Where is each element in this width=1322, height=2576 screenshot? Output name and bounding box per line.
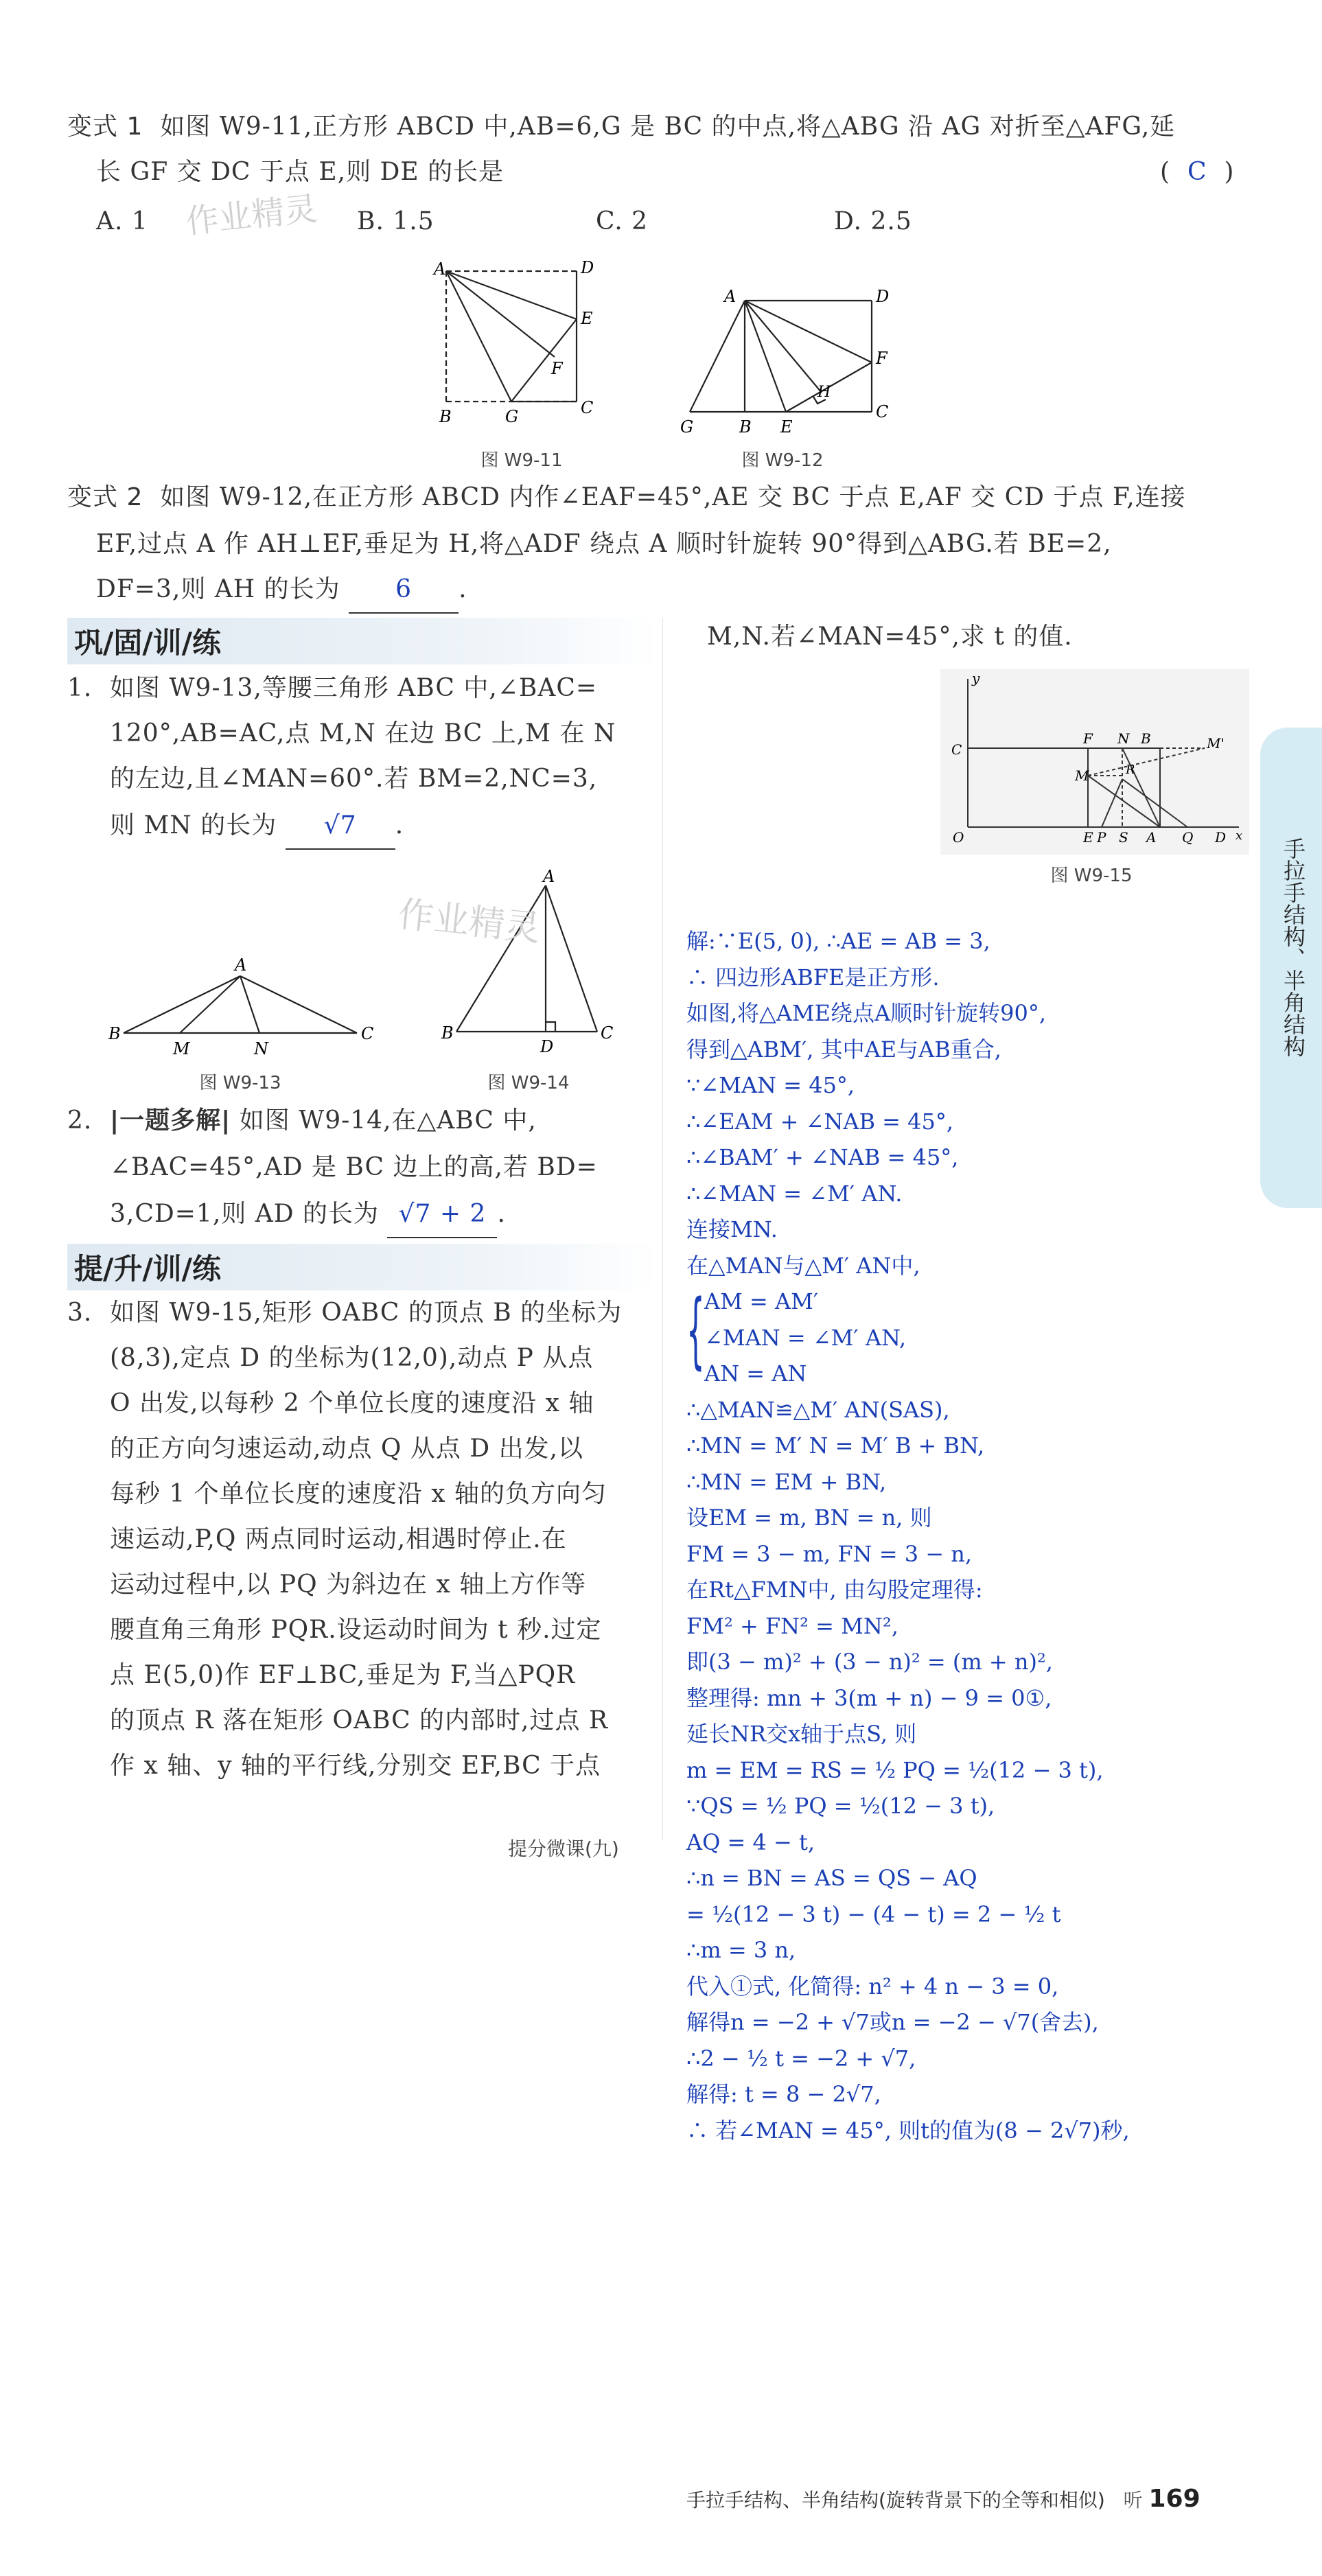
watermark-top: 作业精灵: [184, 189, 319, 242]
fig14-caption: 图 W9-14: [487, 1073, 570, 1093]
q1-line1: 如图 W9-13,等腰三角形 ABC 中,∠BAC=: [110, 674, 598, 702]
solution-line: AM = AM′: [704, 1288, 819, 1314]
fig13-label-m: M: [173, 1039, 190, 1057]
fig15-label-m-prime: M': [1207, 735, 1225, 752]
fig15-label-y: y: [972, 670, 980, 686]
q3-line: 点 E(5,0)作 EF⊥BC,垂足为 F,当△PQR: [110, 1661, 576, 1689]
solution-line: ∴∠BAM′ + ∠NAB = 45°,: [686, 1144, 959, 1170]
solution-line: 设EM = m, BN = n, 则: [686, 1505, 932, 1531]
fig12-label-e: E: [780, 417, 793, 437]
page-number: 169: [1148, 2485, 1201, 2513]
page-footer: [686, 2485, 1284, 2513]
q3-line: 作 x 轴、y 轴的平行线,分别交 EF,BC 于点: [110, 1752, 601, 1780]
solution-line: m = EM = RS = ½ PQ = ½(12 − 3 t),: [686, 1756, 1104, 1783]
fig11-label-e: E: [581, 309, 593, 328]
q3-number: 3.: [67, 1299, 93, 1327]
fig15-label-e: E: [1083, 829, 1093, 846]
q3-line: (8,3),定点 D 的坐标为(12,0),动点 P 从点: [110, 1344, 594, 1372]
q1-line3: 的左边,且∠MAN=60°.若 BM=2,NC=3,: [110, 765, 598, 793]
q3-line: 每秒 1 个单位长度的速度沿 x 轴的负方向匀: [110, 1480, 607, 1508]
solution-line: 连接MN.: [686, 1216, 778, 1242]
q3-line: 速运动,P,Q 两点同时运动,相遇时停止.在: [110, 1525, 567, 1553]
fig15-label-f: F: [1083, 730, 1093, 747]
fig15-label-x: x: [1236, 828, 1243, 843]
solution-system: [686, 1284, 1222, 1392]
fig11-label-f: F: [551, 359, 563, 378]
q1-number: 1.: [67, 674, 93, 702]
fig12-label-g: G: [680, 417, 694, 437]
fig11-label-c: C: [581, 398, 594, 417]
option-a: A. 1: [96, 207, 148, 235]
variant1-answer-box: ( C ): [1160, 158, 1235, 186]
solution-line: ∠MAN = ∠M′ AN,: [704, 1324, 907, 1351]
solution-line: ∴2 − ½ t = −2 + √7,: [686, 2045, 916, 2072]
watermark-mid: 作业精灵: [395, 894, 543, 950]
solution-line: ∵QS = ½ PQ = ½(12 − 3 t),: [686, 1793, 995, 1819]
solution-line: 即(3 − m)² + (3 − n)² = (m + n)²,: [686, 1649, 1053, 1675]
figure-w9-11: [426, 254, 618, 439]
fig12-caption: 图 W9-12: [741, 450, 824, 471]
fig13-label-c: C: [361, 1024, 374, 1043]
solution-line: ∴ 四边形ABFE是正方形.: [686, 964, 940, 990]
brace-icon: {: [686, 1283, 705, 1378]
q2-line1: |一题多解| 如图 W9-14,在△ABC 中,: [110, 1106, 537, 1135]
figure-w9-15: [940, 669, 1249, 855]
variant2-line2: EF,过点 A 作 AH⊥EF,垂足为 H,将△ADF 绕点 A 顺时针旋转 90°得到△ABG.若 BE=2,: [96, 530, 1112, 558]
fig11-label-a: A: [434, 259, 446, 279]
variant1-answer: C: [1187, 158, 1207, 186]
solution-line: 解得n = −2 + √7或n = −2 − √7(舍去),: [686, 2009, 1099, 2035]
option-d: D. 2.5: [834, 207, 912, 235]
q2-line3: 3,CD=1,则 AD 的长为 √7 + 2 .: [110, 1192, 652, 1238]
solution-line: ∴∠EAM + ∠NAB = 45°,: [686, 1108, 954, 1135]
solution-line: AQ = 4 − t,: [686, 1829, 815, 1855]
variant2-line1: 变式 2 如图 W9-12,在正方形 ABCD 内作∠EAF=45°,AE 交 BC 于点 E,AF 交 CD 于点 F,连接: [67, 483, 1186, 511]
solution-line: AN = AN: [704, 1360, 807, 1386]
fig15-label-c: C: [951, 741, 962, 758]
q3-continuation: M,N.若∠MAN=45°,求 t 的值.: [707, 623, 1073, 651]
fig14-label-d: D: [540, 1037, 554, 1056]
fig12-label-a: A: [724, 287, 737, 306]
solution-block: [686, 923, 1222, 2148]
fig15-caption: 图 W9-15: [1050, 866, 1133, 886]
solution-line: ∴n = BN = AS = QS − AQ: [686, 1865, 977, 1891]
fig15-label-m: M: [1075, 767, 1089, 784]
column-divider: [662, 618, 663, 1840]
fig15-label-d: D: [1215, 829, 1227, 846]
solution-line: ∴MN = EM + BN,: [686, 1468, 887, 1495]
fig15-label-p: P: [1097, 829, 1106, 846]
fig14-label-c: C: [601, 1023, 614, 1043]
solution-line: 代入①式, 化简得: n² + 4 n − 3 = 0,: [686, 1973, 1059, 1999]
q3-line: 的顶点 R 落在矩形 OABC 的内部时,过点 R: [110, 1706, 609, 1734]
fig11-label-b: B: [439, 407, 452, 426]
fig11-caption: 图 W9-11: [480, 450, 563, 471]
fig12-label-d: D: [876, 287, 890, 306]
fig15-label-b: B: [1141, 730, 1151, 747]
q1-line4: 则 MN 的长为 √7 .: [110, 803, 652, 850]
fig15-label-q: Q: [1182, 829, 1194, 846]
q3-line: O 出发,以每秒 2 个单位长度的速度沿 x 轴: [110, 1389, 594, 1417]
variant2-label: 变式 2: [67, 483, 143, 511]
q1-line2: 120°,AB=AC,点 M,N 在边 BC 上,M 在 N: [110, 719, 616, 747]
q3-line: 如图 W9-15,矩形 OABC 的顶点 B 的坐标为: [110, 1299, 623, 1327]
solution-line: ∴m = 3 n,: [686, 1937, 796, 1963]
section-improvement-header: 提/升/训/练: [67, 1244, 658, 1290]
solution-line: = ½(12 − 3 t) − (4 − t) = 2 − ½ t: [686, 1901, 1061, 1927]
fig13-label-n: N: [254, 1039, 268, 1057]
fig12-label-h: H: [817, 384, 831, 401]
fig13-label-b: B: [108, 1024, 121, 1043]
fig15-label-r: R: [1126, 763, 1135, 777]
fig15-label-s: S: [1119, 829, 1128, 846]
variant1-label: 变式 1: [67, 113, 143, 141]
q2-line2: ∠BAC=45°,AD 是 BC 边上的高,若 BD=: [110, 1153, 598, 1181]
solution-line: 解得: t = 8 − 2√7,: [686, 2081, 881, 2107]
fig15-label-o: O: [953, 829, 964, 846]
solution-line: ∵∠MAN = 45°,: [686, 1072, 855, 1098]
solution-line: 在Rt△FMN中, 由勾股定理得:: [686, 1577, 983, 1603]
option-c: C. 2: [596, 207, 649, 235]
fig12-label-f: F: [876, 349, 888, 368]
solution-line: FM² + FN² = MN²,: [686, 1612, 898, 1639]
side-tab-label: 手拉手结构、半角结构: [1280, 837, 1306, 1057]
solution-line: 得到△ABM′, 其中AE与AB重合,: [686, 1036, 1001, 1063]
footer-title: 手拉手结构、半角结构(旋转背景下的全等和相似): [686, 2489, 1105, 2511]
solution-line: ∴ 若∠MAN = 45°, 则t的值为(8 − 2√7)秒,: [686, 2117, 1130, 2144]
figure-w9-12: [676, 275, 903, 439]
fig11-label-d: D: [581, 258, 594, 277]
fig14-label-b: B: [441, 1023, 454, 1043]
q3-body: [110, 1290, 659, 1789]
fig12-label-b: B: [739, 417, 752, 437]
solution-line: ∴MN = M′ N = M′ B + BN,: [686, 1432, 985, 1459]
solution-line: 延长NR交x轴于点S, 则: [686, 1721, 917, 1747]
figure-w9-13: [103, 947, 378, 1057]
q3-line: 的正方向匀速运动,动点 Q 从点 D 出发,以: [110, 1435, 584, 1463]
variant1-text1: 如图 W9-11,正方形 ABCD 中,AB=6,G 是 BC 的中点,将△ABG 沿 AG 对折至△AFG,延: [160, 113, 1176, 141]
solution-line: ∴△MAN≌△M′ AN(SAS),: [686, 1396, 950, 1423]
variant2-line3: DF=3,则 AH 的长为 6 .: [96, 567, 782, 614]
q3-line: 腰直角三角形 PQR.设运动时间为 t 秒.过定: [110, 1616, 602, 1644]
fig12-label-c: C: [876, 402, 889, 421]
fig15-label-n: N: [1117, 730, 1130, 747]
fig14-label-a: A: [543, 868, 555, 886]
solution-line: FM = 3 − m, FN = 3 − n,: [686, 1540, 972, 1567]
q2-number: 2.: [67, 1106, 93, 1135]
q2-answer: √7 + 2: [387, 1192, 497, 1238]
fig15-label-a: A: [1146, 829, 1157, 846]
section-consolidation-header: 巩/固/训/练: [67, 618, 658, 664]
footer-listen: 听: [1123, 2489, 1143, 2511]
variant1-line1: [67, 104, 1275, 150]
solution-line: 解:∵E(5, 0), ∴AE = AB = 3,: [686, 928, 990, 954]
q2-tag: |一题多解|: [110, 1106, 231, 1135]
fig11-label-g: G: [505, 407, 519, 426]
solution-line: 整理得: mn + 3(m + n) − 9 = 0①,: [686, 1684, 1052, 1711]
solution-line: ∴∠MAN = ∠M′ AN.: [686, 1180, 903, 1207]
variant2-answer: 6: [349, 567, 459, 614]
solution-line: 如图,将△AME绕点A顺时针旋转90°,: [686, 1000, 1047, 1026]
fig13-caption: 图 W9-13: [199, 1073, 281, 1093]
solution-line: 在△MAN与△M′ AN中,: [686, 1252, 920, 1279]
q1-answer: √7: [286, 803, 395, 850]
option-b: B. 1.5: [357, 207, 434, 235]
q3-line: 运动过程中,以 PQ 为斜边在 x 轴上方作等: [110, 1570, 587, 1599]
fig13-label-a: A: [235, 955, 247, 975]
left-footer: 提分微课(九): [508, 1837, 619, 1860]
variant1-line2: 长 GF 交 DC 于点 E,则 DE 的长是: [96, 158, 505, 186]
